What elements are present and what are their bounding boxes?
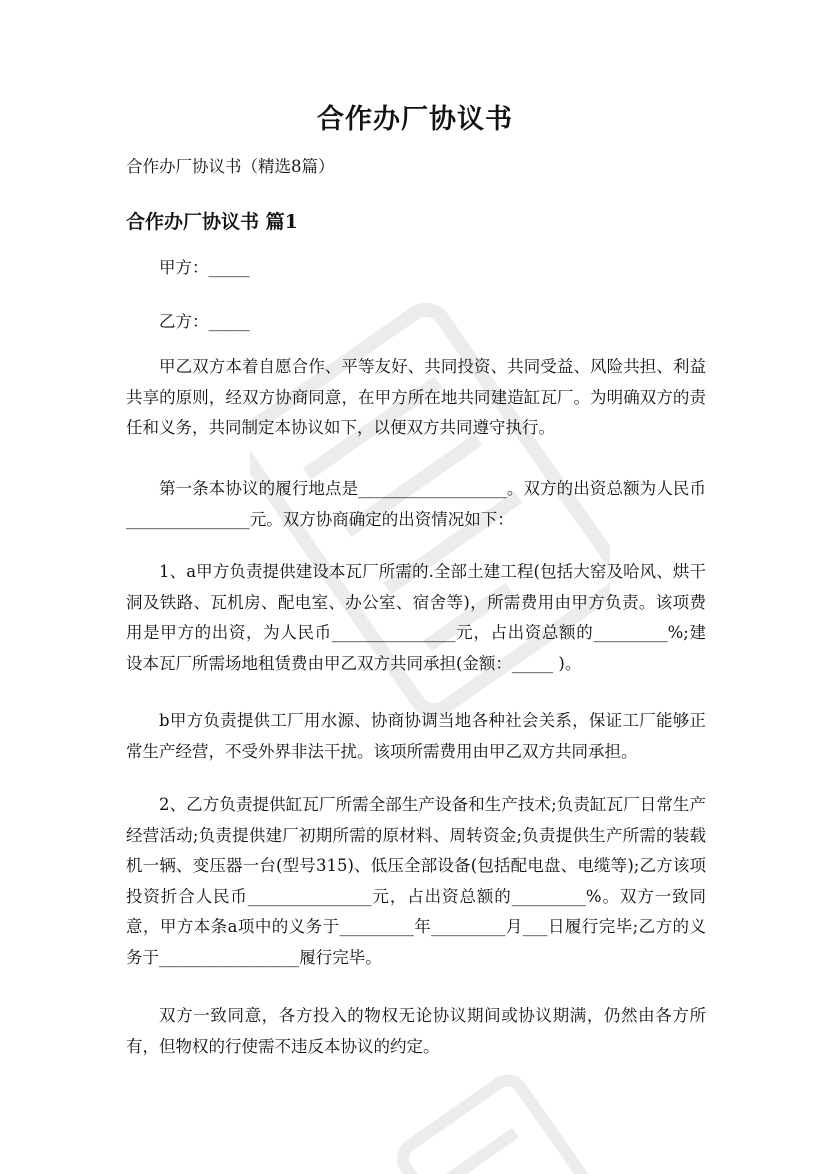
watermark-logo-icon (390, 1070, 610, 1174)
document-subtitle: 合作办厂协议书（精选8篇） (126, 157, 335, 176)
clause-2-paragraph: 2、乙方负责提供缸瓦厂所需全部生产设备和生产技术;负责缸瓦厂日常生产经营活动;负责提供建厂初期所需的原材料、周转资金;负责提供生产所需的装载机一辆、变压器一台(型号315)、低压全部设备(包括配电盘、电缆等);乙方该项投资折合人民币_______________元，占出资总额的_________%。双方一致同意，甲方本条a项中的义务于_________年_________月___日履行完毕;乙方的义务于_________________履行完毕。 (126, 795, 706, 967)
section-heading: 合作办厂协议书 篇1 (126, 211, 298, 233)
clause-1b-paragraph: b甲方负责提供工厂用水源、协商协调当地各种社会关系，保证工厂能够正常生产经营，不受外界非法干扰。该项所需费用由甲乙双方共同承担。 (126, 711, 706, 761)
clause-1a-paragraph: 1、a甲方负责提供建设本瓦厂所需的.全部土建工程(包括大窑及哈风、烘干洞及铁路、瓦机房、配电室、办公室、宿舍等)，所需费用由甲方负责。该项费用是甲方的出资，为人民币_______________元，占出资总额的_________%;建设本瓦厂所需场地租赁费由甲乙双方共同承担(金额：_____ )。 (126, 562, 706, 673)
article-one-paragraph: 第一条本协议的履行地点是__________________。双方的出资总额为人民币_______________元。双方协商确定的出资情况如下： (126, 479, 706, 529)
party-a-line: 甲方：_____ (159, 258, 250, 277)
document-title: 合作办厂协议书 (317, 104, 513, 135)
preamble-paragraph: 甲乙双方本着自愿合作、平等友好、共同投资、共同受益、风险共担、利益共享的原则，经双方协商同意，在甲方所在地共同建造缸瓦厂。为明确双方的责任和义务，共同制定本协议如下，以便双方共同遵守执行。 (126, 357, 706, 437)
ownership-paragraph: 双方一致同意，各方投入的物权无论协议期间或协议期满，仍然由各方所有，但物权的行使需不违反本协议的约定。 (126, 1006, 706, 1056)
party-b-line: 乙方：_____ (159, 312, 250, 331)
